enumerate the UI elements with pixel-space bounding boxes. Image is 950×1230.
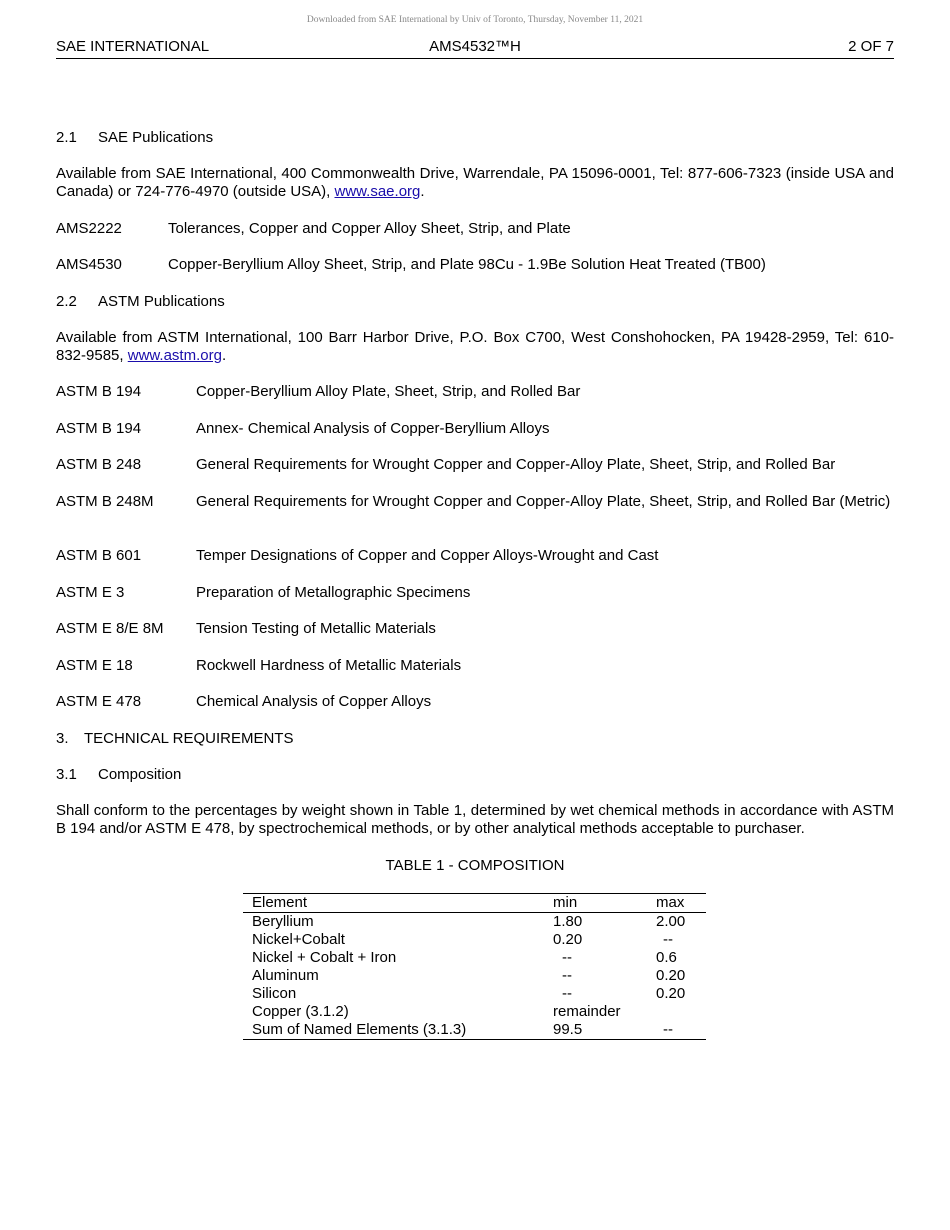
- table-cell: Aluminum: [252, 967, 319, 984]
- table-cell: 99.5: [553, 1021, 583, 1038]
- section-title: ASTM Publications: [98, 293, 225, 310]
- header-page-number: 2 OF 7: [848, 38, 894, 55]
- section-2-1-heading: [56, 129, 894, 147]
- section-number: 2.1: [56, 129, 77, 146]
- composition-table: [243, 893, 706, 1040]
- table-row: [243, 967, 706, 985]
- section-3-1-heading: [56, 766, 894, 784]
- reference-code: ASTM B 248M: [56, 493, 154, 510]
- table-row: [243, 1003, 706, 1021]
- page-header: [56, 38, 894, 59]
- reference-code: ASTM E 478: [56, 693, 142, 710]
- table-cell: --: [562, 949, 572, 966]
- section-2-2-heading: [56, 293, 894, 311]
- paragraph-text: Available from ASTM International, 100 Barr Harbor Drive, P.O. Box C700, West Conshohocken, PA 19428-2959, Tel: 610-832-9585,: [56, 329, 894, 364]
- table-row: [243, 985, 706, 1003]
- table-cell: Nickel+Cobalt: [252, 931, 345, 948]
- reference-code: AMS2222: [56, 220, 122, 237]
- reference-title: Copper-Beryllium Alloy Sheet, Strip, and Plate 98Cu - 1.9Be Solution Heat Treated (TB00): [168, 256, 766, 273]
- reference-title: Rockwell Hardness of Metallic Materials: [196, 657, 462, 674]
- section-number: 2.2: [56, 293, 77, 310]
- table-cell: [647, 1003, 706, 1021]
- reference-code: ASTM B 248: [56, 456, 142, 473]
- table-row: [243, 913, 706, 932]
- reference-code: ASTM B 194: [56, 420, 142, 437]
- reference-title: Chemical Analysis of Copper Alloys: [196, 693, 432, 710]
- section-title: TECHNICAL REQUIREMENTS: [84, 730, 294, 747]
- reference-title: Tolerances, Copper and Copper Alloy Sheet, Strip, and Plate: [168, 220, 571, 237]
- section-title: SAE Publications: [98, 129, 214, 146]
- reference-code: ASTM E 3: [56, 584, 125, 601]
- table-cell: 0.20: [553, 931, 583, 948]
- table-cell: 0.20: [656, 967, 686, 984]
- header-publisher: SAE INTERNATIONAL: [56, 38, 210, 55]
- paragraph-end: .: [420, 183, 425, 200]
- table-cell: Sum of Named Elements (3.1.3): [252, 1021, 467, 1038]
- section-2-1-paragraph: [56, 165, 894, 201]
- table-cell: --: [562, 985, 572, 1002]
- table-cell: 1.80: [553, 913, 583, 930]
- section-number: 3.: [56, 730, 69, 747]
- section-3-heading: [56, 730, 894, 748]
- reference-title: Copper-Beryllium Alloy Plate, Sheet, Strip, and Rolled Bar: [196, 383, 581, 400]
- reference-code: AMS4530: [56, 256, 122, 273]
- reference-code: ASTM E 8/E 8M: [56, 620, 164, 637]
- table-cell: --: [562, 967, 572, 984]
- download-watermark: Downloaded from SAE International by Univ of Toronto, Thursday, November 11, 2021: [306, 15, 644, 25]
- table-cell: Beryllium: [252, 913, 314, 930]
- reference-code: ASTM E 18: [56, 657, 133, 674]
- paragraph-text: Available from SAE International, 400 Commonwealth Drive, Warrendale, PA 15096-0001, Tel: 877-606-7323 (inside USA and Canada) or 724-776-4970 (outside USA),: [56, 165, 894, 200]
- section-title: Composition: [98, 766, 182, 783]
- table-cell: Silicon: [252, 985, 297, 1002]
- table-row: [243, 949, 706, 967]
- paragraph-end: .: [221, 347, 227, 364]
- section-2-2-paragraph: [56, 329, 894, 365]
- column-header: max: [656, 894, 685, 911]
- table-title: TABLE 1 - COMPOSITION: [385, 857, 565, 874]
- reference-title: Preparation of Metallographic Specimens: [196, 584, 471, 601]
- reference-title: Temper Designations of Copper and Copper Alloys-Wrought and Cast: [196, 547, 659, 564]
- table-cell: 2.00: [656, 913, 686, 930]
- table-cell: Nickel + Cobalt + Iron: [252, 949, 397, 966]
- table-cell: 0.20: [656, 985, 686, 1002]
- table-row: [243, 1021, 706, 1040]
- table-cell: --: [663, 931, 673, 948]
- reference-title: General Requirements for Wrought Copper and Copper-Alloy Plate, Sheet, Strip, and Rolled Bar: [196, 456, 836, 473]
- reference-title: General Requirements for Wrought Copper and Copper-Alloy Plate, Sheet, Strip, and Rolled Bar (Metric): [196, 493, 891, 510]
- table-cell: Copper (3.1.2): [252, 1003, 349, 1020]
- column-header: min: [553, 894, 578, 911]
- reference-code: ASTM B 601: [56, 547, 142, 564]
- astm-website-link[interactable]: www.astm.org: [127, 347, 222, 364]
- section-number: 3.1: [56, 766, 77, 783]
- section-3-1-paragraph: Shall conform to the percentages by weight shown in Table 1, determined by wet chemical methods in accordance with ASTM B 194 and/or ASTM E 478, by spectrochemical methods, or by other analytical methods acceptable to purchaser.: [56, 802, 894, 837]
- column-header: Element: [252, 894, 308, 911]
- header-doc-id: AMS4532™H: [429, 38, 521, 55]
- table-cell: 0.6: [656, 949, 677, 966]
- table-header-row: [243, 894, 706, 913]
- reference-title: Annex- Chemical Analysis of Copper-Beryllium Alloys: [196, 420, 550, 437]
- sae-website-link[interactable]: www.sae.org: [334, 183, 421, 200]
- table-cell: --: [663, 1021, 673, 1038]
- reference-code: ASTM B 194: [56, 383, 142, 400]
- table-row: [243, 931, 706, 949]
- table-cell: remainder: [553, 1003, 621, 1020]
- reference-title: Tension Testing of Metallic Materials: [196, 620, 436, 637]
